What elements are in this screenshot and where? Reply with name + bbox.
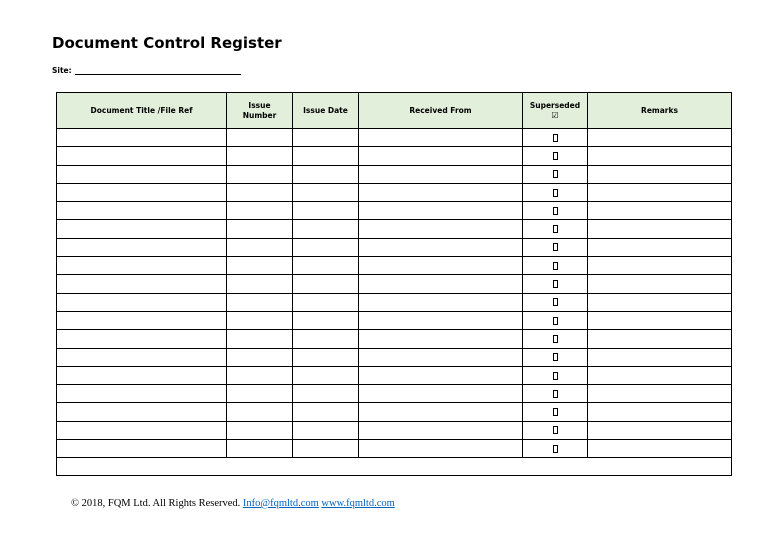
cell-superseded[interactable] (523, 293, 588, 311)
cell-received-from[interactable] (359, 348, 523, 366)
cell-superseded[interactable] (523, 421, 588, 439)
cell-issue-date[interactable] (293, 330, 359, 348)
cell-issue-number[interactable] (227, 440, 293, 458)
cell-remarks[interactable] (588, 220, 732, 238)
cell-remarks[interactable] (588, 330, 732, 348)
cell-received-from[interactable] (359, 385, 523, 403)
cell-received-from[interactable] (359, 440, 523, 458)
cell-issue-number[interactable] (227, 330, 293, 348)
cell-received-from[interactable] (359, 421, 523, 439)
cell-superseded[interactable] (523, 275, 588, 293)
empty-checkbox-icon[interactable] (553, 207, 558, 215)
table-row (57, 238, 732, 256)
cell-issue-number[interactable] (227, 220, 293, 238)
table-row (57, 385, 732, 403)
cell-document-title[interactable] (57, 129, 227, 147)
empty-checkbox-icon[interactable] (553, 189, 558, 197)
cell-issue-number[interactable] (227, 293, 293, 311)
copyright-text: © 2018, FQM Ltd. All Rights Reserved. (71, 498, 241, 509)
cell-document-title[interactable] (57, 293, 227, 311)
cell-received-from[interactable] (359, 293, 523, 311)
cell-received-from[interactable] (359, 165, 523, 183)
table-row (57, 183, 732, 201)
cell-received-from[interactable] (359, 366, 523, 384)
empty-checkbox-icon[interactable] (553, 390, 558, 398)
cell-issue-date[interactable] (293, 257, 359, 275)
cell-issue-date[interactable] (293, 183, 359, 201)
cell-remarks[interactable] (588, 129, 732, 147)
table-row (57, 421, 732, 439)
empty-checkbox-icon[interactable] (553, 298, 558, 306)
table-header-row (57, 93, 732, 129)
cell-issue-number[interactable] (227, 129, 293, 147)
checked-box-icon: ☑ (551, 110, 559, 120)
cell-remarks[interactable] (588, 275, 732, 293)
cell-document-title[interactable] (57, 165, 227, 183)
website-link[interactable]: www.fqmltd.com (321, 498, 395, 509)
email-link[interactable]: Info@fqmltd.com (242, 498, 319, 509)
cell-superseded[interactable] (523, 183, 588, 201)
site-blank-line[interactable] (75, 66, 241, 75)
site-field (52, 66, 241, 75)
empty-checkbox-icon[interactable] (553, 317, 558, 325)
column-header-received-from: Received From (359, 93, 523, 129)
table-row (57, 257, 732, 275)
cell-remarks[interactable] (588, 421, 732, 439)
cell-remarks[interactable] (588, 183, 732, 201)
cell-remarks[interactable] (588, 165, 732, 183)
cell-remarks[interactable] (588, 440, 732, 458)
cell-superseded[interactable] (523, 311, 588, 329)
column-header-remarks: Remarks (588, 93, 732, 129)
table-row (57, 275, 732, 293)
table-row (57, 165, 732, 183)
table-row (57, 403, 732, 421)
cell-superseded[interactable] (523, 348, 588, 366)
cell-document-title[interactable] (57, 183, 227, 201)
table-row (57, 220, 732, 238)
cell-remarks[interactable] (588, 385, 732, 403)
cell-issue-date[interactable] (293, 385, 359, 403)
cell-document-title[interactable] (57, 366, 227, 384)
site-label: Site: (52, 66, 72, 75)
cell-superseded[interactable] (523, 165, 588, 183)
cell-issue-number[interactable] (227, 311, 293, 329)
cell-issue-number[interactable] (227, 257, 293, 275)
empty-checkbox-icon[interactable] (553, 335, 558, 343)
cell-issue-number[interactable] (227, 275, 293, 293)
cell-superseded[interactable] (523, 440, 588, 458)
cell-issue-date[interactable] (293, 202, 359, 220)
empty-checkbox-icon[interactable] (553, 372, 558, 380)
cell-issue-number[interactable] (227, 147, 293, 165)
table-row (57, 202, 732, 220)
cell-remarks[interactable] (588, 311, 732, 329)
empty-checkbox-icon[interactable] (553, 445, 558, 453)
empty-checkbox-icon[interactable] (553, 262, 558, 270)
cell-superseded[interactable] (523, 403, 588, 421)
cell-issue-date[interactable] (293, 147, 359, 165)
cell-remarks[interactable] (588, 202, 732, 220)
table-row (57, 293, 732, 311)
cell-issue-date[interactable] (293, 421, 359, 439)
column-header-issue-number: Issue Number (227, 93, 293, 129)
empty-checkbox-icon[interactable] (553, 134, 558, 142)
cell-received-from[interactable] (359, 183, 523, 201)
cell-superseded[interactable] (523, 385, 588, 403)
cell-superseded[interactable] (523, 202, 588, 220)
cell-issue-number[interactable] (227, 183, 293, 201)
cell-superseded[interactable] (523, 257, 588, 275)
cell-issue-date[interactable] (293, 275, 359, 293)
table-row (57, 366, 732, 384)
cell-issue-number[interactable] (227, 202, 293, 220)
cell-issue-date[interactable] (293, 440, 359, 458)
cell-received-from[interactable] (359, 238, 523, 256)
cell-issue-number[interactable] (227, 348, 293, 366)
cell-received-from[interactable] (359, 403, 523, 421)
table-row (57, 440, 732, 458)
cell-document-title[interactable] (57, 238, 227, 256)
cell-issue-date[interactable] (293, 366, 359, 384)
cell-issue-number[interactable] (227, 421, 293, 439)
cell-received-from[interactable] (359, 311, 523, 329)
table-row (57, 147, 732, 165)
table-row (57, 330, 732, 348)
cell-issue-date[interactable] (293, 293, 359, 311)
document-register-table (56, 92, 732, 476)
cell-superseded[interactable] (523, 238, 588, 256)
cell-document-title[interactable] (57, 330, 227, 348)
table-footer-cell (57, 458, 732, 476)
cell-document-title[interactable] (57, 275, 227, 293)
cell-remarks[interactable] (588, 293, 732, 311)
cell-issue-date[interactable] (293, 238, 359, 256)
cell-issue-date[interactable] (293, 311, 359, 329)
cell-issue-number[interactable] (227, 385, 293, 403)
table-row (57, 348, 732, 366)
cell-issue-date[interactable] (293, 129, 359, 147)
empty-checkbox-icon[interactable] (553, 280, 558, 288)
cell-document-title[interactable] (57, 311, 227, 329)
cell-received-from[interactable] (359, 147, 523, 165)
cell-document-title[interactable] (57, 421, 227, 439)
cell-remarks[interactable] (588, 257, 732, 275)
empty-checkbox-icon[interactable] (553, 243, 558, 251)
empty-checkbox-icon[interactable] (553, 170, 558, 178)
cell-received-from[interactable] (359, 330, 523, 348)
cell-superseded[interactable] (523, 129, 588, 147)
cell-superseded[interactable] (523, 366, 588, 384)
column-header-superseded: Superseded ☑ (523, 93, 588, 129)
empty-checkbox-icon[interactable] (553, 408, 558, 416)
cell-received-from[interactable] (359, 257, 523, 275)
cell-remarks[interactable] (588, 366, 732, 384)
table-footer-row (57, 458, 732, 476)
table-row (57, 311, 732, 329)
copyright-footer (71, 498, 395, 509)
cell-document-title[interactable] (57, 257, 227, 275)
cell-received-from[interactable] (359, 275, 523, 293)
cell-document-title[interactable] (57, 202, 227, 220)
cell-remarks[interactable] (588, 348, 732, 366)
cell-document-title[interactable] (57, 385, 227, 403)
cell-issue-number[interactable] (227, 366, 293, 384)
cell-received-from[interactable] (359, 220, 523, 238)
cell-document-title[interactable] (57, 403, 227, 421)
cell-remarks[interactable] (588, 238, 732, 256)
cell-superseded[interactable] (523, 220, 588, 238)
cell-issue-number[interactable] (227, 403, 293, 421)
cell-received-from[interactable] (359, 202, 523, 220)
cell-superseded[interactable] (523, 330, 588, 348)
cell-received-from[interactable] (359, 129, 523, 147)
empty-checkbox-icon[interactable] (553, 353, 558, 361)
empty-checkbox-icon[interactable] (553, 225, 558, 233)
cell-issue-date[interactable] (293, 403, 359, 421)
cell-issue-date[interactable] (293, 220, 359, 238)
cell-document-title[interactable] (57, 440, 227, 458)
cell-document-title[interactable] (57, 147, 227, 165)
empty-checkbox-icon[interactable] (553, 152, 558, 160)
cell-issue-number[interactable] (227, 165, 293, 183)
page-title: Document Control Register (52, 34, 282, 52)
cell-document-title[interactable] (57, 220, 227, 238)
table-row (57, 129, 732, 147)
cell-remarks[interactable] (588, 403, 732, 421)
cell-superseded[interactable] (523, 147, 588, 165)
cell-issue-date[interactable] (293, 348, 359, 366)
empty-checkbox-icon[interactable] (553, 426, 558, 434)
cell-issue-date[interactable] (293, 165, 359, 183)
column-header-issue-date: Issue Date (293, 93, 359, 129)
cell-document-title[interactable] (57, 348, 227, 366)
column-header-document-title: Document Title /File Ref (57, 93, 227, 129)
cell-issue-number[interactable] (227, 238, 293, 256)
cell-remarks[interactable] (588, 147, 732, 165)
